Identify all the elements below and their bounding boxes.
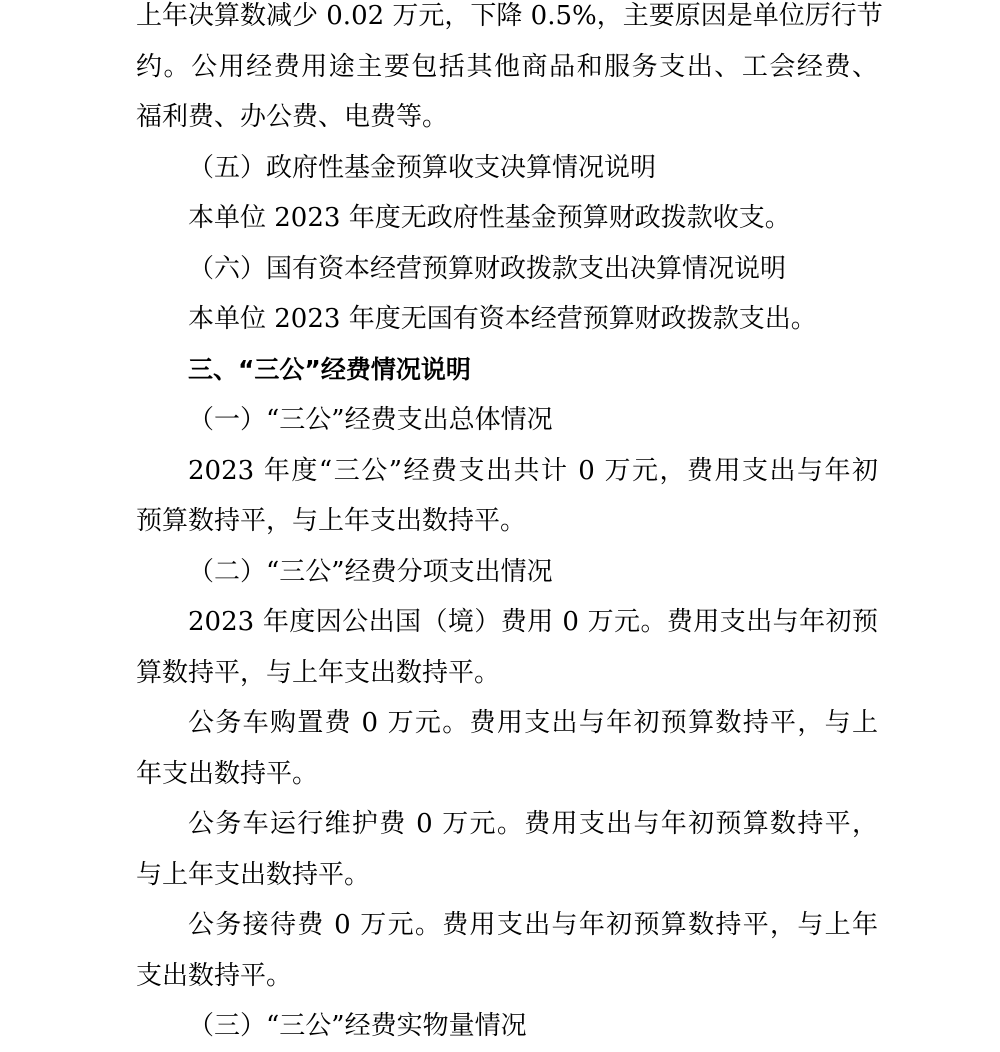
chapter-heading-3: 三、“三公”经费情况说明 (188, 354, 471, 384)
paragraph-line: 2023 年度因公出国（境）费用 0 万元。费用支出与年初预 (188, 607, 878, 637)
paragraph-line: 上年决算数减少 0.02 万元，下降 0.5%，主要原因是单位厉行节 (136, 1, 883, 31)
paragraph-line: 支出数持平。 (136, 960, 293, 991)
paragraph-line: 年支出数持平。 (136, 758, 319, 789)
paragraph-line: 与上年支出数持平。 (136, 859, 371, 890)
section-heading-6: （六）国有资本经营预算财政拨款支出决算情况说明 (188, 253, 787, 284)
paragraph-line: 公务车购置费 0 万元。费用支出与年初预算数持平，与上 (188, 708, 878, 738)
document-page (136, 0, 883, 1052)
paragraph-line: 本单位 2023 年度无国有资本经营预算财政拨款支出。 (188, 304, 817, 334)
paragraph-line: 约。公用经费用途主要包括其他商品和服务支出、工会经费、 (136, 51, 878, 82)
paragraph-line: 公务车运行维护费 0 万元。费用支出与年初预算数持平， (188, 809, 878, 839)
paragraph-line: 算数持平，与上年支出数持平。 (136, 657, 501, 688)
section-heading-5: （五）政府性基金预算收支决算情况说明 (188, 152, 657, 183)
paragraph-line: 2023 年度“三公”经费支出共计 0 万元，费用支出与年初 (188, 455, 878, 486)
subsection-heading-2: （二）“三公”经费分项支出情况 (188, 556, 553, 587)
subsection-heading-1: （一）“三公”经费支出总体情况 (188, 405, 553, 435)
paragraph-line: 公务接待费 0 万元。费用支出与年初预算数持平，与上年 (188, 910, 878, 940)
paragraph-line: 预算数持平，与上年支出数持平。 (136, 506, 527, 536)
subsection-heading-3: （三）“三公”经费实物量情况 (188, 1011, 527, 1041)
paragraph-line: 本单位 2023 年度无政府性基金预算财政拨款收支。 (188, 203, 791, 233)
paragraph-line: 福利费、办公费、电费等。 (136, 102, 449, 132)
